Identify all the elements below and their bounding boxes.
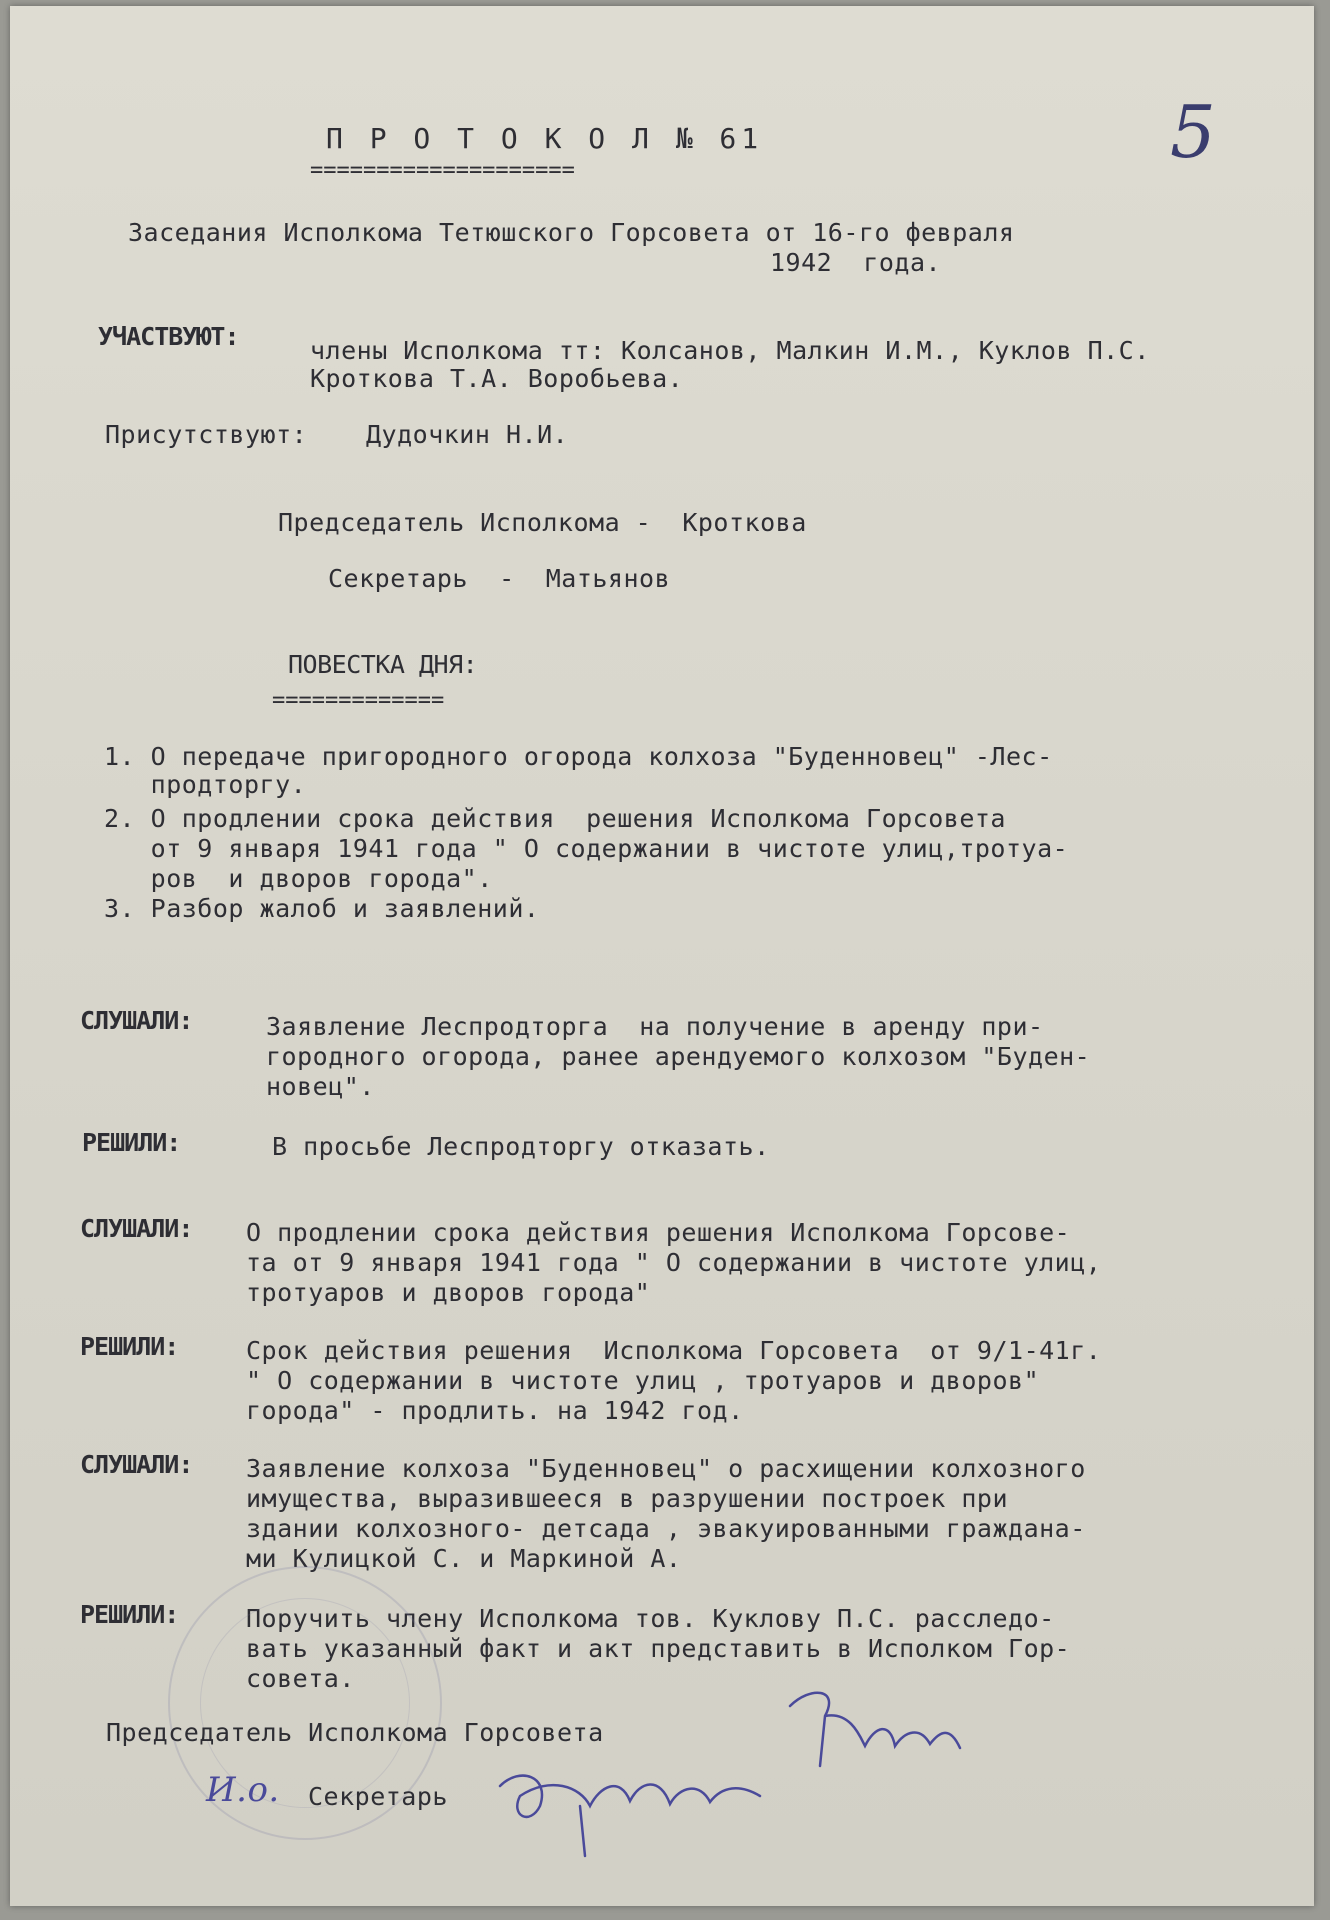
decided-text: " О содержании в чистоте улиц , тротуаров и дворов" (246, 1366, 1040, 1395)
agenda-item: продторгу. (104, 770, 307, 799)
decided-text: города" - продлить. на 1942 год. (246, 1396, 744, 1425)
decided-text: Срок действия решения Исполкома Горсовета от 9/1-41г. (246, 1336, 1102, 1365)
decided-text: совета. (246, 1664, 355, 1693)
agenda-heading: ПОВЕСТКА ДНЯ: (288, 650, 478, 679)
secretary-line: Секретарь - Матьянов (328, 564, 671, 593)
heard-text: ми Кулицкой С. и Маркиной А. (246, 1544, 682, 1573)
heard-text: тротуаров и дворов города" (246, 1278, 651, 1307)
heard-label: СЛУШАЛИ: (80, 1006, 193, 1035)
agenda-item: от 9 января 1941 года " О содержании в чистоте улиц,тротуа- (104, 834, 1069, 863)
participants-line-2: Кроткова Т.А. Воробьева. (310, 364, 684, 393)
agenda-item: ров и дворов города". (104, 864, 493, 893)
agenda-item: 3. Разбор жалоб и заявлений. (104, 894, 540, 923)
heard-text: имущества, выразившееся в разрушении построек при (246, 1484, 1009, 1513)
heard-label: СЛУШАЛИ: (80, 1450, 193, 1479)
decided-label: РЕШИЛИ: (80, 1332, 179, 1361)
heard-text: Заявление колхоза "Буденновец" о расхищении колхозного (246, 1454, 1086, 1483)
heard-text: городного огорода, ранее арендуемого колхозом "Буден- (266, 1042, 1091, 1071)
title-underline: ==================== (310, 158, 575, 183)
decided-label: РЕШИЛИ: (82, 1128, 181, 1157)
heard-text: О продлении срока действия решения Исполкома Горсове- (246, 1218, 1071, 1247)
agenda-item: 2. О продлении срока действия решения Исполкома Горсовета (104, 804, 1006, 833)
agenda-underline: ============= (272, 688, 445, 713)
present-label: Присутствуют: (105, 420, 308, 449)
chairman-signature-label: Председатель Исполкома Горсовета (106, 1718, 604, 1747)
heard-text: Заявление Леспродторга на получение в аренду при- (266, 1012, 1044, 1041)
subtitle-line-2: 1942 года. (770, 248, 942, 277)
decided-text: вать указанный факт и акт представить в Исполком Гор- (246, 1634, 1071, 1663)
handwritten-page-number: 5 (1170, 90, 1216, 174)
subtitle-line-1: Заседания Исполкома Тетюшского Горсовета от 16-го февраля (128, 218, 1015, 247)
document-title: П Р О Т О К О Л № 61 (326, 122, 764, 155)
participants-label: УЧАСТВУЮТ: (98, 322, 239, 351)
chairman-line: Председатель Исполкома - Кроткова (278, 508, 807, 537)
decided-text: Поручить члену Исполкома тов. Куклову П.С. расследо- (246, 1604, 1055, 1633)
heard-text: новец". (266, 1072, 375, 1101)
secretary-signature-label: Секретарь (308, 1782, 448, 1811)
chairman-signature (770, 1676, 970, 1786)
heard-text: здании колхозного- детсада , эвакуированными граждана- (246, 1514, 1086, 1543)
secretary-prefix-handwritten: И.о. (206, 1770, 280, 1810)
document-page (10, 6, 1314, 1906)
agenda-item: 1. О передаче пригородного огорода колхоза "Буденновец" -Лес- (104, 742, 1053, 771)
heard-text: та от 9 января 1941 года " О содержании в чистоте улиц, (246, 1248, 1102, 1277)
decided-text: В просьбе Леспродторгу отказать. (272, 1132, 770, 1161)
decided-label: РЕШИЛИ: (80, 1600, 179, 1629)
present-value: Дудочкин Н.И. (366, 420, 569, 449)
participants-line-1: члены Исполкома тт: Колсанов, Малкин И.М., Куклов П.С. (310, 336, 1150, 365)
secretary-signature (490, 1746, 780, 1866)
heard-label: СЛУШАЛИ: (80, 1214, 193, 1243)
